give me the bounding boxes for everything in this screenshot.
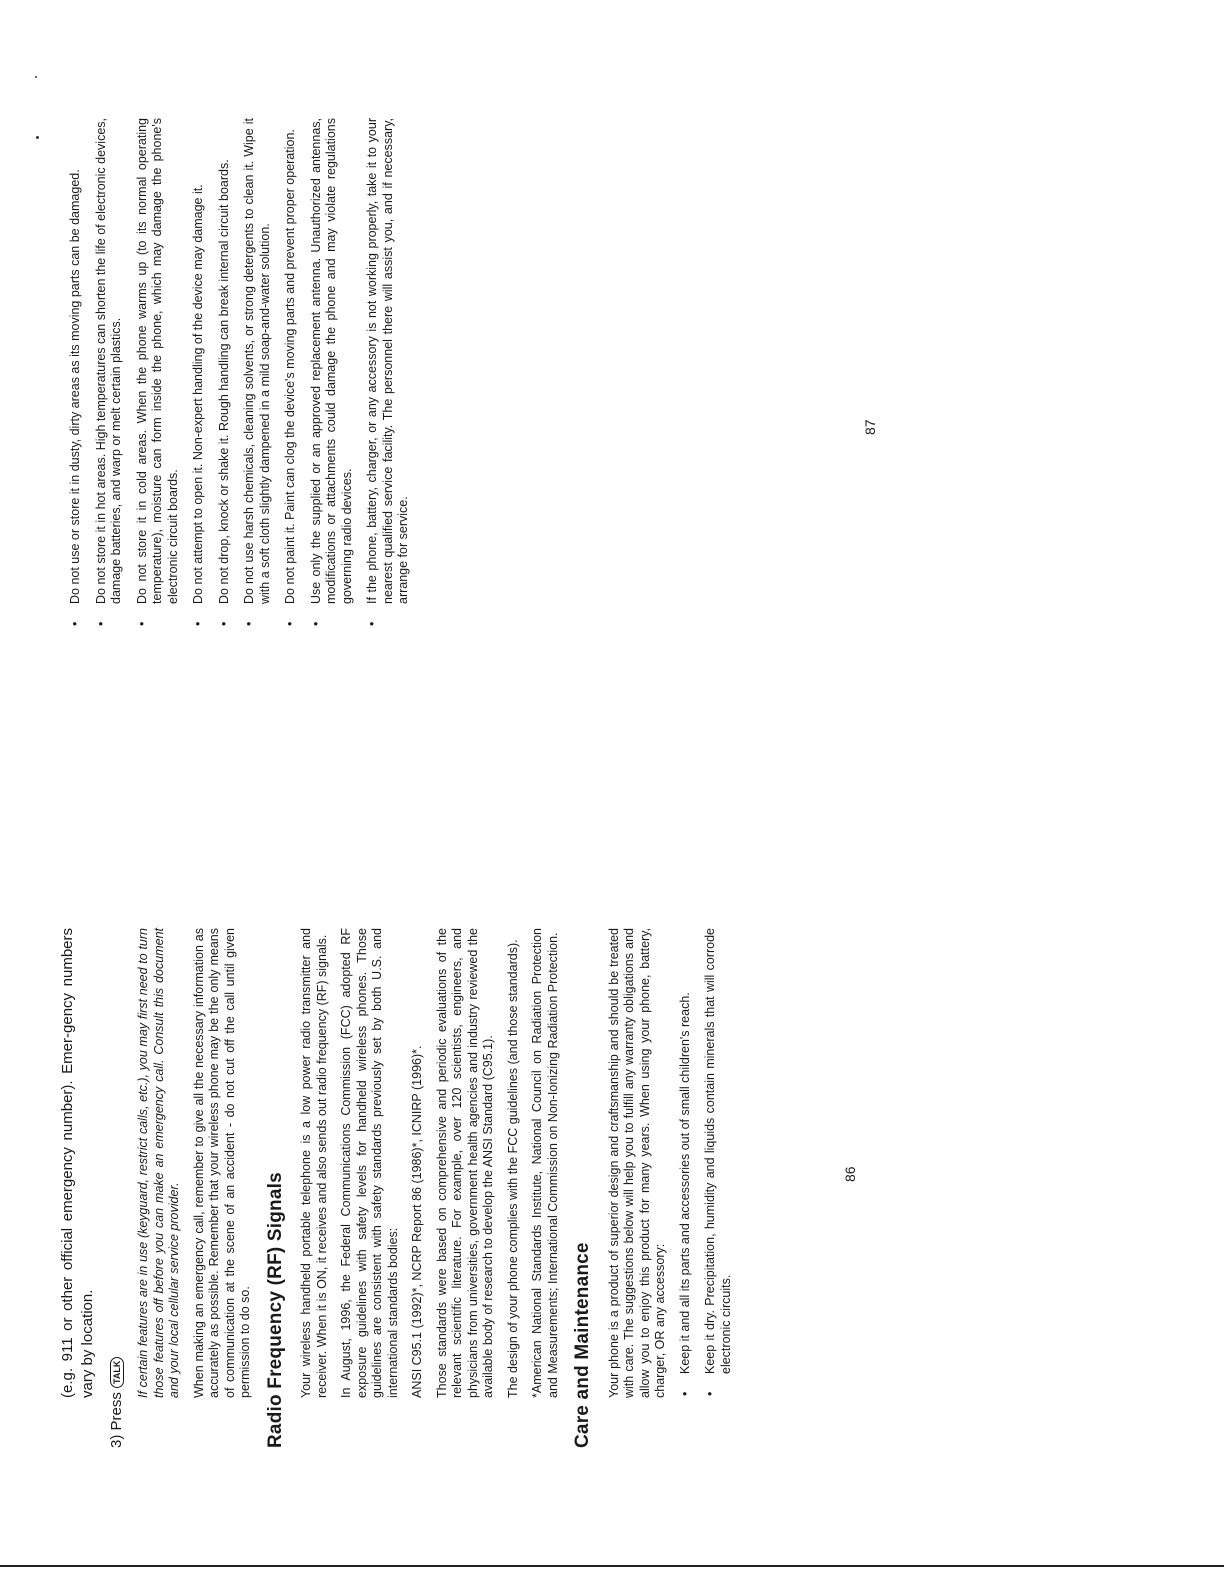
page-number-87: 87 — [862, 419, 878, 435]
list-item: • Do not store it in hot areas. High temperatures can shorten the life of electronic devices, damage batteries, and warp or melt certain plastics. — [94, 118, 125, 628]
list-item: • Do not store it in cold areas. When the phone warms up (to its normal operating temperature), moisture can form inside the phone, which may damage the phone's electronic circuit boards. — [135, 118, 182, 628]
care-paragraph: Your phone is a product of superior design and craftsmanship and should be treated with care. The suggestions below will help you to fulfill any warranty obligations and allow you to enjoy this product for many years. When using your phone, battery, charger, OR any accessory: — [606, 928, 667, 1398]
scan-speck — [35, 76, 37, 78]
rf-signals-heading: Radio Frequency (RF) Signals — [264, 1172, 286, 1448]
rf-footnote: *American National Standards Institute, National Council on Radiation Protection and Measurements; International Commission on Non-Ionizing Radiation Protection. — [530, 928, 560, 1398]
list-item: • Do not drop, knock or shake it. Rough handling can break internal circuit boards. — [217, 118, 233, 628]
list-item: • Keep it and all its parts and accessories out of small children's reach. — [678, 928, 694, 1398]
list-item: • Do not use or store it in dusty, dirty areas as its moving parts can be damaged. — [68, 118, 84, 628]
step-3 — [107, 928, 127, 1448]
scan-speck — [36, 136, 39, 139]
list-item: • Keep it dry. Precipitation, humidity and liquids contain minerals that will corrode electronic circuits. — [703, 928, 734, 1398]
rf-paragraph-5: The design of your phone complies with the FCC guidelines (and those standards). — [505, 939, 520, 1398]
list-item: • If the phone, battery, charger, or any accessory is not working properly, take it to your nearest qualified service facility. The personnel there will assist you, and if necessary, arrange for service. — [365, 118, 412, 628]
rf-paragraph-1: Your wireless handheld portable telephone is a low power radio transmitter and receiver. When it is ON, it receives and also sends out radio frequency (RF) signals. — [299, 928, 329, 1398]
talk-key-icon: TALK — [110, 1357, 124, 1388]
list-item: • Do not paint it. Paint can clog the device's moving parts and prevent proper operation. — [283, 118, 299, 628]
rf-paragraph-2: In August, 1996, the Federal Communications Commission (FCC) adopted RF exposure guidelines with safety levels for handheld wireless phones. Those guidelines are consistent with safety standards previously set by both U.S. and international standards bodies: — [339, 928, 400, 1398]
page-bottom-rule — [0, 1565, 1224, 1567]
care-do-not-list — [68, 118, 412, 628]
feature-note: If certain features are in use (keyguard, restrict calls, etc.), you may first need to turn those features off before you can make an emergency call. Consult this document and your local cellular service provider. — [136, 928, 181, 1398]
list-item: • Do not use harsh chemicals, cleaning solvents, or strong detergents to clean it. Wipe it with a soft cloth slightly dampened in a mild soap-and-water solution. — [242, 118, 273, 628]
page-number-86: 86 — [842, 1166, 858, 1182]
list-item: • Do not attempt to open it. Non-expert handling of the device may damage it. — [191, 118, 207, 628]
care-bullet-list — [678, 928, 735, 1448]
rf-paragraph-3: ANSI C95.1 (1992)*, NCRP Report 86 (1986)*, ICNIRP (1996)*. — [410, 1045, 424, 1398]
emergency-paragraph: When making an emergency call, remember to give all the necessary information as accurately as possible. Remember that your wireless phone may be the only means of communication at the scene of an accident - do not cut off the call until given permission to do so. — [191, 928, 252, 1398]
step-3-label: 3) Press — [108, 1392, 125, 1448]
list-item: • Use only the supplied or an approved replacement antenna. Unauthorized antennas, modifications or attachments could damage the phone and may violate regulations governing radio devices. — [309, 118, 356, 628]
emergency-number-text: (e.g. 911 or other official emergency number). Emer-gency numbers vary by location. — [59, 928, 96, 1398]
page-86-column — [58, 928, 744, 1448]
care-maintenance-heading: Care and Maintenance — [572, 1242, 593, 1448]
page-87-column — [68, 118, 422, 628]
rf-paragraph-4: Those standards were based on comprehensive and periodic evaluations of the relevant scientific literature. For example, over 120 scientists, engineers, and physicians from universities, government health agencies and industry reviewed the available body of research to develop the ANSI Standard (C95.1). — [434, 928, 495, 1398]
